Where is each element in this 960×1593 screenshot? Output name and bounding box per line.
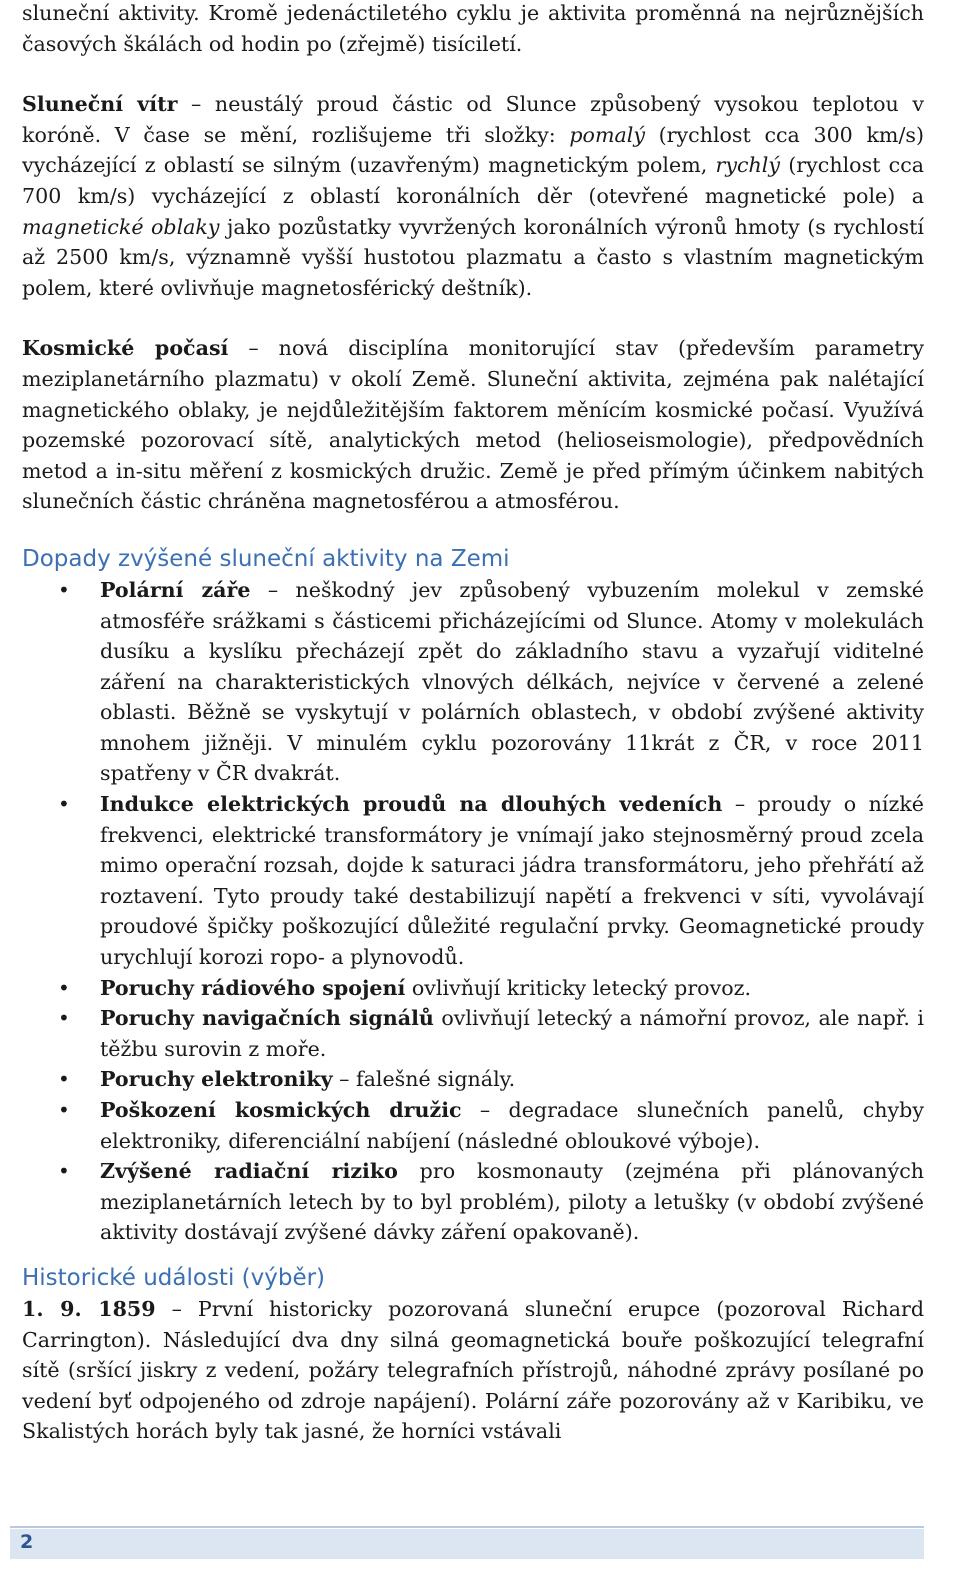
footer-divider	[10, 1526, 924, 1528]
page-number: 2	[20, 1531, 34, 1553]
section-heading-history: Historické události (výběr)	[22, 1264, 326, 1291]
paragraph-solar-activity: sluneční aktivity. Kromě jedenáctiletého cyklu je aktivita proměnná na nejrůznějších časových škálách od hodin po (zřejmě) tisíciletí.	[22, 1, 924, 56]
paragraph-carrington-event: 1. 9. 1859 – První historicky pozorovaná sluneční erupce (pozoroval Richard Carrington). Následující dva dny silná geomagnetická bouře poškozující telegrafní sítě (sršící jiskry z vedení, požáry telegrafních přístrojů, náhodné zprávy posílané po vedení byť odpojeného od zdroje napájení). Polární záře pozorovány až v Karibiku, ve Skalistých horách byly tak jasné, že horníci vstávali	[22, 1296, 925, 1444]
bullet-icon: •	[58, 577, 70, 602]
paragraph-space-weather: Kosmické počasí – nová disciplína monitorující stav (především parametry meziplanetárního plazmatu) v okolí Země. Sluneční aktivita, zejména pak nalétající magnetického oblaky, je nejdůležitějším faktorem měnícím kosmické počasí. Využívá pozemské pozorovací sítě, analytických metod (helioseismologie), předpovědních metod a in-situ měření z kosmických družic. Země je před přímým účinkem nabitých slunečních částic chráněna magnetosférou a atmosférou.	[22, 336, 925, 514]
list-item-electronics: • Poruchy elektroniky – falešné signály.	[100, 1064, 924, 1095]
bullet-icon: •	[58, 1067, 70, 1092]
bullet-icon: •	[58, 1159, 70, 1184]
list-item-radiation: • Zvýšené radiační riziko pro kosmonauty (zejména při plánovaných meziplanetárních letech by to byl problém), piloty a letušky (v období zvýšené aktivity dostávají zvýšené dávky záření opakovaně).	[100, 1156, 924, 1248]
list-item-induced-currents: • Indukce elektrických proudů na dlouhých vedeních – proudy o nízké frekvenci, elektrické transformátory je vnímají jako stejnosměrný proud zcela mimo operační rozsah, dojde k saturaci jádra transformátoru, jeho přehřátí až roztavení. Tyto proudy také destabilizují napětí a frekvenci v síti, vyvolávají proudové špičky poškozující důležité regulační prvky. Geomagnetické proudy urychlují korozi ropo- a plynovodů.	[100, 789, 924, 973]
list-item-navigation: • Poruchy navigačních signálů ovlivňují letecký a námořní provoz, ale např. i těžbu surovin z moře.	[100, 1003, 924, 1064]
page-footer	[10, 1529, 924, 1559]
bullet-icon: •	[58, 1006, 70, 1031]
term-solar-wind: Sluneční vítr	[22, 92, 178, 117]
list-item-satellites: • Poškození kosmických družic – degradace slunečních panelů, chyby elektroniky, diferenciální nabíjení (následné obloukové výboje).	[100, 1095, 924, 1156]
paragraph-solar-wind: Sluneční vítr – neustálý proud částic od Slunce způsobený vysokou teplotou v koróně. V čase se mění, rozlišujeme tři složky: pomalý (rychlost cca 300 km/s) vycházející z oblastí se silným (uzavřeným) magnetickým polem, rychlý (rychlost cca 700 km/s) vycházející z oblastí koronálních děr (otevřené magnetické pole) a magnetické oblaky jako pozůstatky vyvržených koronálních výronů hmoty (s rychlostí až 2500 km/s, významně vyšší hustotou plazmatu a často s vlastním magnetickým polem, které ovlivňuje magnetosférický deštník).	[22, 92, 925, 300]
list-item-aurora: • Polární záře – neškodný jev způsobený vybuzením molekul v zemské atmosféře srážkami s částicemi přicházejícími od Slunce. Atomy v molekulách dusíku a kyslíku přecházejí zpět do základního stavu a vyzařují viditelné záření na charakteristických vlnových délkách, nejvíce v červené a zelené oblasti. Běžně se vyskytují v polárních oblastech, v období zvýšené aktivity mnohem jižněji. V minulém cyklu pozorovány 11krát z ČR, v roce 2011 spatřeny v ČR dvakrát.	[100, 575, 924, 789]
section-heading-impacts: Dopady zvýšené sluneční aktivity na Zemi	[22, 545, 510, 572]
impacts-list	[22, 575, 924, 1248]
bullet-icon: •	[58, 792, 70, 817]
bullet-icon: •	[58, 975, 70, 1000]
bullet-icon: •	[58, 1098, 70, 1122]
term-space-weather: Kosmické počasí	[22, 336, 229, 361]
list-item-radio: • Poruchy rádiového spojení ovlivňují kriticky letecký provoz.	[100, 973, 924, 1004]
event-date: 1. 9. 1859	[22, 1296, 156, 1321]
